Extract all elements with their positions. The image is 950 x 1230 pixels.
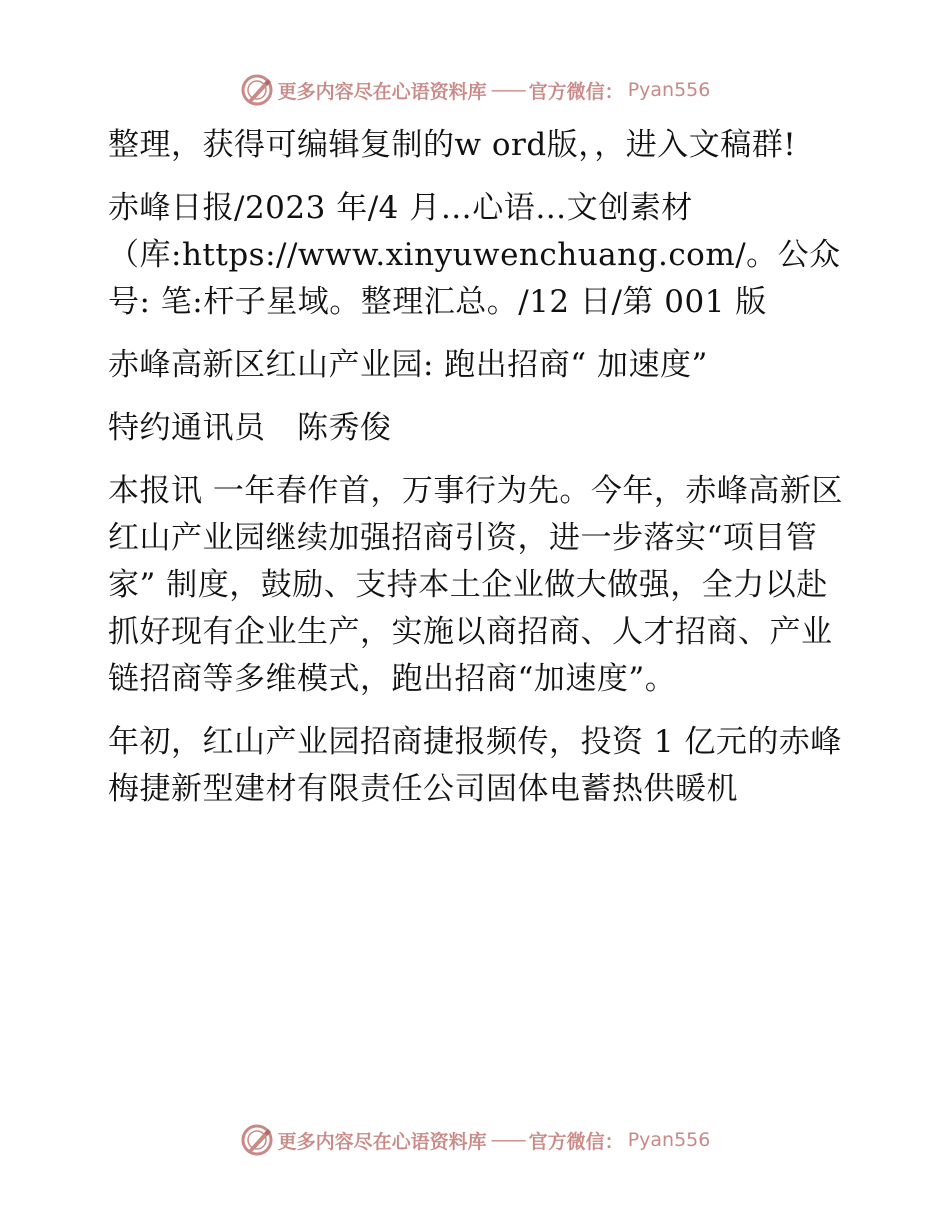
document-body [96,122,856,829]
paragraph-lead: 本报讯 一年春作首，万事行为先。今年，赤峰高新区红山产业园继续加强招商引资，进一步落实“项目管家” 制度，鼓励、支持本土企业做大做强，全力以赴抓好现有企业生产，实施以商招商、人才招商、产业链招商等多维模式，跑出招商“加速度”。 [108,473,843,697]
pen-logo-icon [240,1123,274,1157]
footer-banner [0,1120,950,1160]
paragraph-intro: 整理，获得可编辑复制的w ord版，，进入文稿群! [108,127,797,163]
banner-wechat-label: 官方微信： [528,80,624,103]
banner-wechat-label: 官方微信： [528,1130,624,1153]
article-headline: 赤峰高新区红山产业园: 跑出招商“ 加速度” [108,347,708,383]
paragraph-source: 赤峰日报/2023 年/4 月…心语…文创素材（库:https://www.xinyuwenchuang.com/。公众号: 笔:杆子星域。整理汇总。/12 日/第 001 版 [108,190,841,320]
header-banner [0,70,950,110]
banner-wechat-id: Pyan556 [627,1129,711,1151]
banner-wechat-id: Pyan556 [627,79,711,101]
banner-separator: —— [490,1129,525,1151]
article-byline: 特约通讯员 陈秀俊 [108,410,392,446]
banner-title: 更多内容尽在心语资料库 [277,1130,487,1153]
pen-logo-icon [240,73,274,107]
paragraph-body: 年初，红山产业园招商捷报频传，投资 1 亿元的赤峰梅捷新型建材有限责任公司固体电蓄热供暖机 [108,724,842,807]
banner-title: 更多内容尽在心语资料库 [277,80,487,103]
banner-separator: —— [490,79,525,101]
